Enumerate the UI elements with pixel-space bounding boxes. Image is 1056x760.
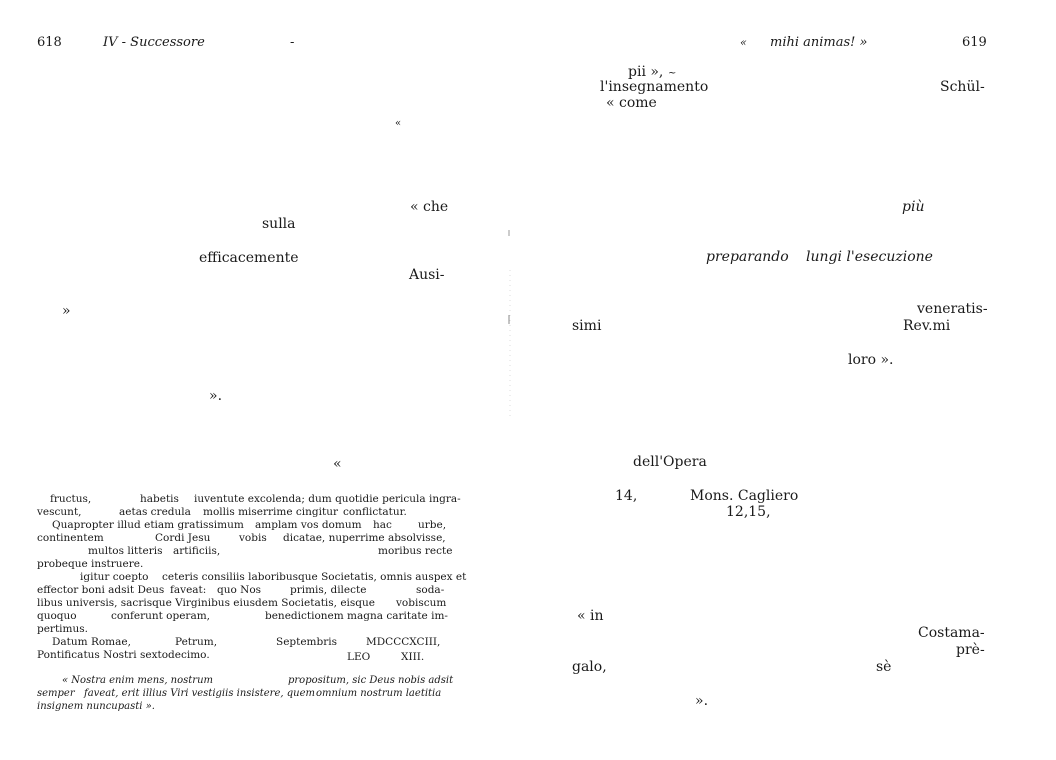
latin-text: multos litteris [88, 545, 163, 557]
latin-text: artificiis, [173, 545, 221, 557]
latin-text: dicatae, nuperrime absolvisse, [283, 532, 446, 544]
latin-text: habetis [140, 493, 179, 505]
latin-text: vescunt, [37, 506, 82, 518]
text-fragment: pii », [628, 64, 664, 80]
latin-text: moribus recte [378, 545, 453, 557]
text-fragment: loro ». [848, 352, 894, 368]
latin-text: ceteris consiliis laboribusque Societatis, omnis auspex et [162, 571, 467, 583]
text-fragment: 14, [615, 488, 638, 504]
signature-leo: LEO [347, 651, 371, 663]
latin-text: benedictionem magna caritate im- [265, 610, 448, 622]
text-fragment: « che [410, 199, 449, 215]
text-fragment: « come [606, 95, 657, 111]
latin-text: quoquo [37, 610, 77, 622]
latin-text: primis, dilecte [290, 584, 367, 596]
latin-text: vobis [239, 532, 267, 544]
latin-text: Cordi Jesu [155, 532, 211, 544]
latin-text: aetas credula [119, 506, 191, 518]
latin-text: mollis miserrime cingitur [203, 506, 338, 518]
latin-text: igitur coepto [80, 571, 149, 583]
latin-text: quo Nos [217, 584, 262, 596]
footnote-text: faveat, erit illius Viri vestigiis insistere, quem [84, 688, 315, 699]
text-fragment: 12,15, [726, 504, 771, 520]
footnote-text: omnium nostrum laetitia [316, 688, 442, 699]
latin-text: conferunt operam, [111, 610, 210, 622]
text-fragment: dell'Opera [633, 454, 707, 470]
text-fragment: l'insegnamento [600, 79, 709, 95]
signature-xiii: XIII. [401, 651, 425, 663]
latin-text: Datum Romae, [52, 636, 131, 648]
latin-text: conflictatur. [343, 506, 407, 518]
page-number-left: 618 [37, 35, 62, 50]
text-fragment: Schül- [940, 79, 985, 95]
latin-text: Pontificatus Nostri sextodecimo. [37, 649, 210, 661]
latin-text: continentem [37, 532, 104, 544]
text-fragment: » [62, 303, 71, 319]
text-fragment: preparando [706, 249, 789, 265]
latin-text: urbe, [418, 519, 447, 531]
gutter-marks [506, 230, 514, 430]
latin-text: effector boni adsit Deus [37, 584, 165, 596]
running-head-right: mihi animas! » [770, 35, 868, 50]
latin-text: libus universis, sacrisque Virginibus eiusdem Societatis, eisque [37, 597, 375, 609]
text-fragment: lungi l'esecuzione [806, 249, 933, 265]
latin-text: faveat: [170, 584, 207, 596]
text-fragment: « [333, 456, 342, 472]
text-fragment: prè- [956, 642, 985, 658]
text-fragment: ». [209, 388, 223, 404]
latin-text: vobiscum [396, 597, 447, 609]
tilde-mark: ~ [668, 68, 677, 79]
quote-mark: « [395, 118, 402, 129]
latin-text: Quapropter illud etiam gratissimum [52, 519, 244, 531]
text-fragment: Mons. Cagliero [690, 488, 799, 504]
text-fragment: Ausi- [409, 267, 445, 283]
text-fragment: « in [577, 608, 604, 624]
latin-text: iuventute excolenda; dum quotidie pericula ingra- [194, 493, 461, 505]
text-fragment: veneratis- [917, 301, 988, 317]
latin-text: Septembris [276, 636, 338, 648]
footnote-text: propositum, sic Deus nobis adsit [288, 675, 454, 686]
running-head-open-quote: « [740, 36, 747, 49]
latin-text: pertimus. [37, 623, 88, 635]
latin-text: MDCCCXCIII, [366, 636, 441, 648]
latin-text: hac [373, 519, 392, 531]
text-fragment: Costama- [918, 625, 985, 641]
latin-text: probeque instruere. [37, 558, 144, 570]
running-head-left: IV - Successore [103, 35, 205, 50]
latin-text: soda- [416, 584, 445, 596]
text-fragment: simi [572, 318, 602, 334]
latin-text: Petrum, [175, 636, 218, 648]
text-fragment: sulla [262, 216, 296, 232]
text-fragment: galo, [572, 659, 607, 675]
latin-text: amplam vos domum [255, 519, 362, 531]
text-fragment: Rev.mi [903, 318, 951, 334]
footnote-text: semper [37, 688, 75, 699]
text-fragment: più [902, 199, 925, 215]
text-fragment: sè [876, 659, 892, 675]
text-fragment: efficacemente [199, 250, 299, 266]
footnote-text: « Nostra enim mens, nostrum [62, 675, 214, 686]
text-fragment: ». [695, 693, 709, 709]
page-number-right: 619 [962, 35, 987, 50]
footnote-text: insignem nuncupasti ». [37, 701, 155, 712]
latin-text: fructus, [50, 493, 92, 505]
header-dash: - [290, 35, 295, 50]
